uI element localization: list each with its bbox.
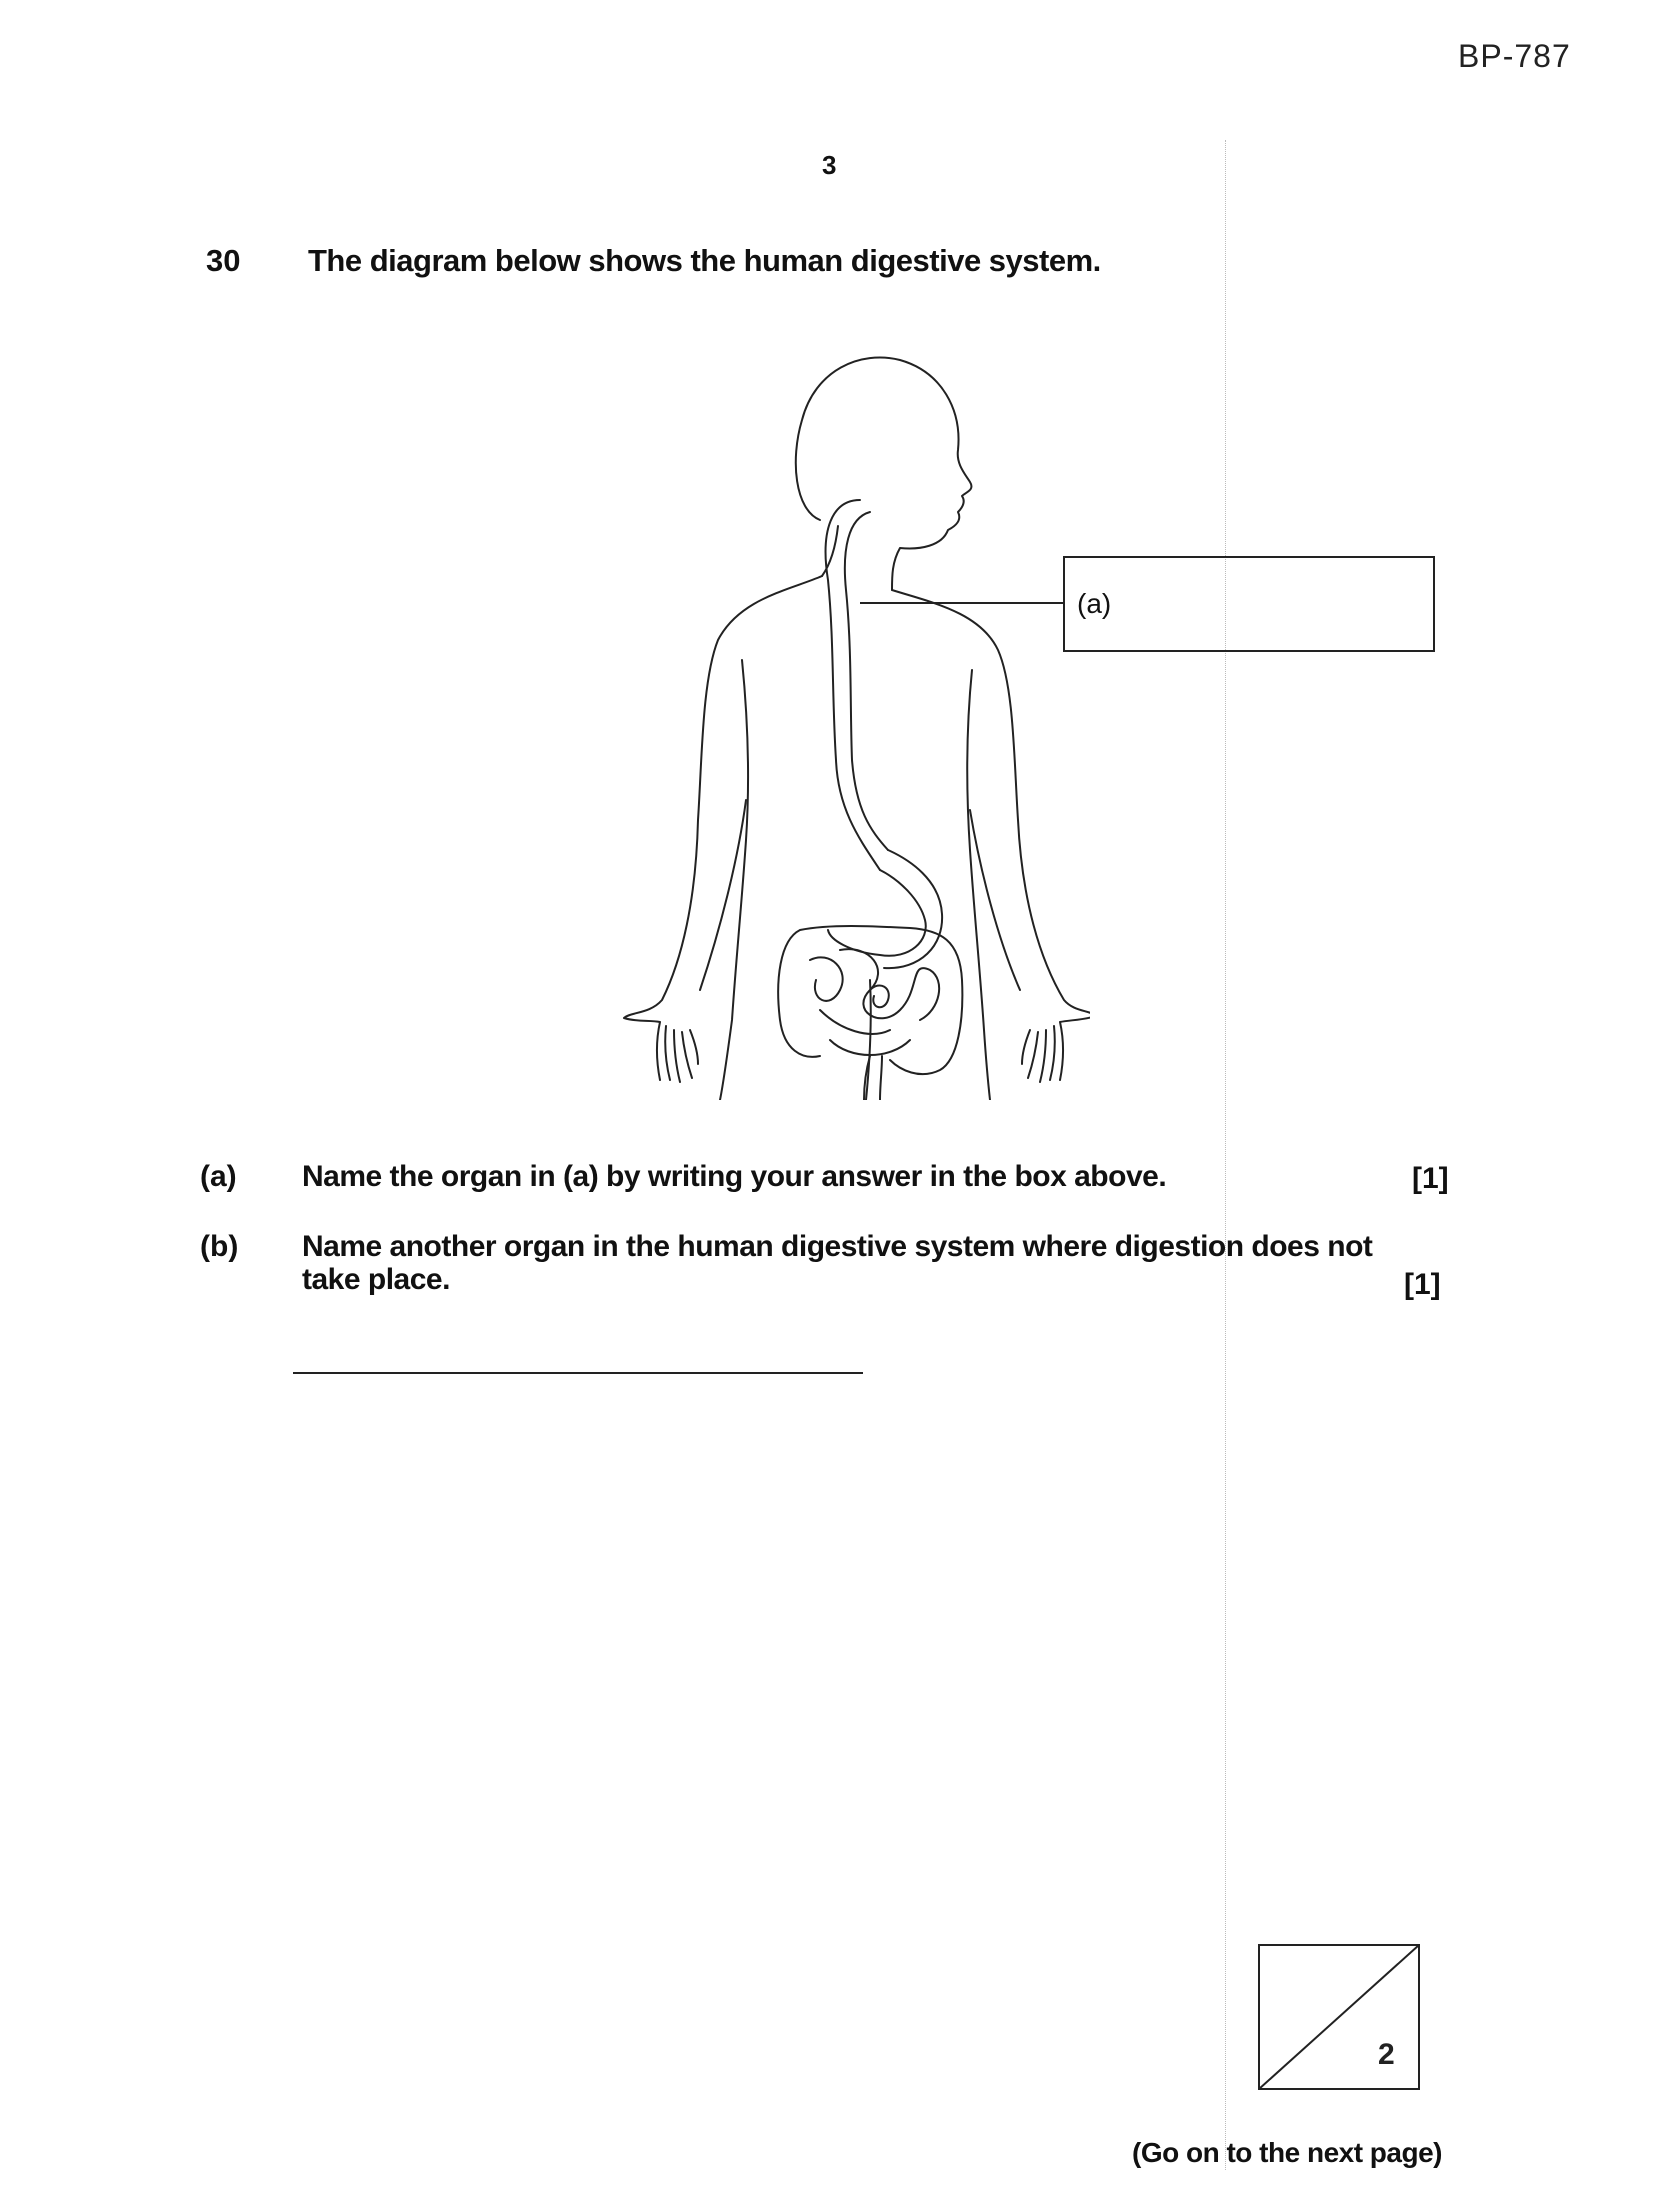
digestive-system-diagram	[570, 340, 1090, 1100]
small-intestine	[810, 949, 939, 1055]
question-number: 30	[206, 243, 241, 278]
mark-box-diagonal	[1259, 1945, 1419, 2089]
label-leader-line	[860, 602, 1063, 604]
answer-box-a[interactable]	[1063, 556, 1435, 652]
head-outline	[796, 358, 972, 591]
question-stem: The diagram below shows the human digestive system.	[308, 243, 1101, 278]
part-a-label: (a)	[200, 1160, 237, 1193]
oesophagus	[826, 500, 880, 870]
part-a-text: Name the organ in (a) by writing your answer in the box above.	[302, 1160, 1167, 1193]
go-on-instruction: (Go on to the next page)	[1132, 2137, 1442, 2168]
mark-box-total: 2	[1378, 2038, 1395, 2071]
page-number: 3	[822, 150, 837, 180]
answer-box-label: (a)	[1077, 588, 1112, 619]
oesophagus-inner	[845, 512, 888, 850]
mark-box	[1258, 1944, 1420, 2090]
right-arm-outline	[892, 590, 1090, 1082]
scan-fold-line	[1225, 140, 1226, 2170]
document-code: BP-787	[1458, 38, 1571, 74]
neck-outline	[822, 526, 838, 576]
left-inner-arm	[700, 800, 746, 990]
answer-line-b[interactable]	[293, 1372, 863, 1374]
stomach	[828, 850, 942, 968]
torso-left	[720, 660, 748, 1100]
part-b-marks: [1]	[1404, 1268, 1441, 1301]
right-inner-arm	[970, 810, 1020, 990]
part-b-text: Name another organ in the human digestive system where digestion does not take place.	[302, 1230, 1373, 1296]
left-arm-outline	[624, 576, 822, 1082]
leg-divide	[866, 980, 871, 1100]
part-b-label: (b)	[200, 1230, 239, 1263]
part-a-marks: [1]	[1412, 1162, 1449, 1195]
